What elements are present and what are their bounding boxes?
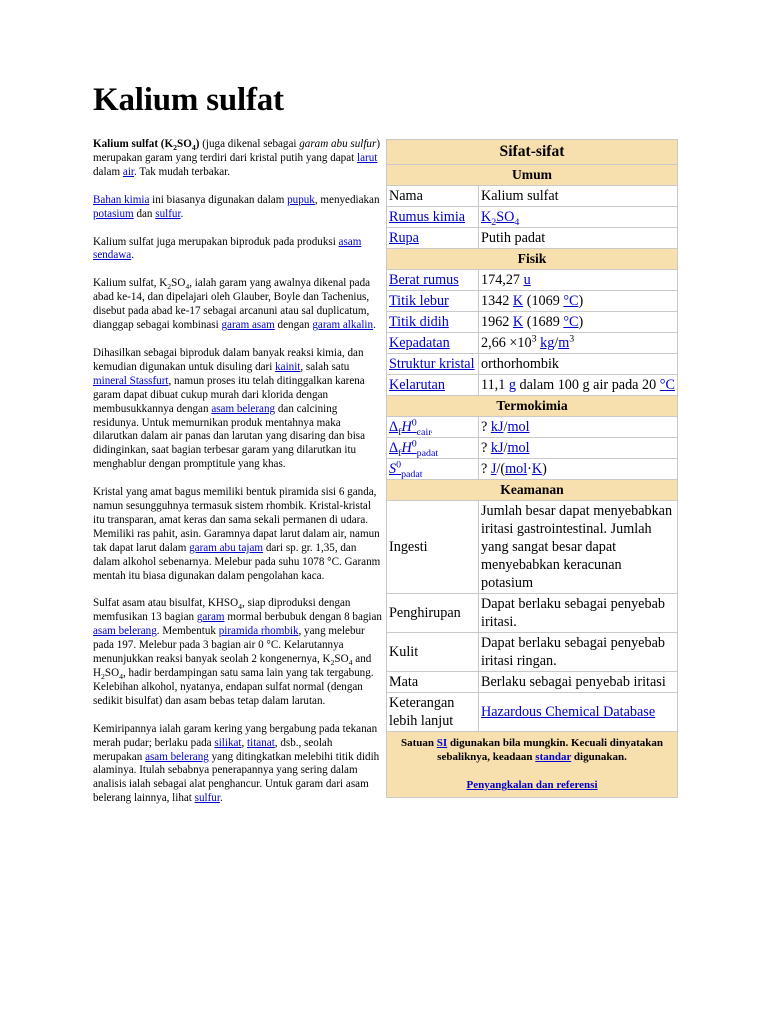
link-celsius-3[interactable]: °C [659, 377, 675, 393]
label-nama: Nama [387, 186, 479, 207]
link-titik-lebur[interactable]: Titik lebur [389, 293, 449, 309]
link-kelvin[interactable]: K [512, 293, 524, 309]
link-titanat[interactable]: titanat [247, 736, 275, 749]
link-enthalpy-padat[interactable]: $\Delta_fH^0_{padat}$ [389, 438, 439, 459]
link-asam-belerang-3[interactable]: asam belerang [145, 750, 209, 763]
label-kulit: Kulit [387, 633, 479, 672]
link-sulfur[interactable]: sulfur [155, 207, 181, 220]
row-enthalpy-cair: $\Delta_fH^0_{cair}$ ? kJ/mol [387, 417, 678, 438]
row-ingesti [387, 501, 678, 594]
row-enthalpy-padat: $\Delta_fH^0_{padat}$ ? kJ/mol [387, 438, 678, 459]
infobox-title: Sifat-sifat [387, 140, 678, 165]
link-garam-abu-tajam[interactable]: garam abu tajam [189, 541, 264, 554]
label-mata: Mata [387, 672, 479, 693]
row-kepadatan: Kepadatan $2,66 \times 10^3$ $kg/m^3$ [387, 333, 678, 354]
link-kainit[interactable]: kainit [275, 360, 301, 373]
row-struktur-kristal [387, 354, 678, 375]
paragraph-similarity: Kemiripannya ialah garam kering yang bergabung pada tekanan merah pudar; berlaku pada silikat, titanat, dsb., seolah merupakan asam belerang yang ditingkatkan melebihi titik didih alaminya. Itulah sebabnya penerapannya yang sering dalam analisis ialah sebagai alat penghancur. Untuk garam dari asam belerang lainnya, lihat sulfur. [93, 722, 380, 805]
link-kepadatan[interactable]: Kepadatan [389, 335, 450, 351]
link-m[interactable]: m [558, 335, 570, 351]
link-kelarutan[interactable]: Kelarutan [389, 377, 445, 393]
link-garam-asam[interactable]: garam asam [221, 319, 275, 332]
value-nama: Kalium sulfat [479, 186, 678, 207]
link-kj-2[interactable]: kJ [490, 440, 504, 456]
link-asam-belerang-2[interactable]: asam belerang [93, 625, 157, 638]
link-garam[interactable]: garam [196, 611, 225, 624]
section-header-keamanan: Keamanan [387, 480, 678, 501]
infobox [386, 139, 678, 798]
link-rumus-kimia[interactable]: Rumus kimia [389, 209, 466, 225]
link-si[interactable]: SI [436, 737, 448, 749]
link-sulfur-2[interactable]: sulfur [194, 792, 220, 805]
link-air[interactable]: air [122, 165, 134, 178]
link-kg[interactable]: kg [540, 335, 555, 351]
row-titik-didih: Titik didih 1962 K (1689 °C) [387, 312, 678, 333]
label-keterangan: Keterangan lebih lanjut [387, 693, 479, 732]
paragraph-usage: Bahan kimia ini biasanya digunakan dalam pupuk, menyediakan potasium dan sulfur. [93, 193, 380, 220]
link-mineral-stassfurt[interactable]: mineral Stassfurt [93, 374, 169, 387]
row-entropy-padat: $S^0_{padat}$ ? J/(mol·K) [387, 459, 678, 480]
row-keterangan [387, 693, 678, 732]
row-nama [387, 186, 678, 207]
label-penghirupan: Penghirupan [387, 594, 479, 633]
row-berat-rumus: Berat rumus 174,27 u [387, 270, 678, 291]
paragraph-intro: Kalium sulfat $(K_2SO_4)$ (juga dikenal sebagai garam abu sulfur) merupakan garam yang terdiri dari kristal putih yang dapat larut dalam air. Tak mudah terbakar. [93, 138, 381, 178]
row-penghirupan [387, 594, 678, 633]
paragraph-production: Dihasilkan sebagai biproduk dalam banyak reaksi kimia, dan kemudian digunakan untuk disuling dari kainit, salah satu mineral Stassfurt, namun proses itu telah ditinggalkan karena garam dapat dibuat cukup murah dari klorida dengan membusukkannya dengan asam belerang dan calcining residunya. Untuk memurnikan produk mentahnya maka dilarutkan dalam air panas dan larutan yang disaring dan bisa didinginkan, saat bagian terbesar garam yang dilarutkan itu menghablur dengan promptitule yang khas. [93, 346, 366, 471]
link-rupa[interactable]: Rupa [389, 230, 419, 246]
link-asam-belerang[interactable]: asam belerang [211, 402, 276, 415]
value-ingesti: Jumlah besar dapat menyebabkan iritasi gastrointestinal. Jumlah yang sangat besar dapat menyebabkan keracunan potasium [479, 501, 678, 594]
alt-name: garam abu sulfur [299, 138, 377, 150]
link-garam-alkalin[interactable]: garam alkalin [312, 319, 374, 332]
link-kj[interactable]: kJ [490, 419, 504, 435]
link-mol-2[interactable]: mol [507, 440, 530, 456]
paragraph-crystal: Kristal yang amat bagus memiliki bentuk piramida sisi 6 ganda, namun sesungguhnya termasuk sistem rhombik. Kristal-kristal itu transparan, amat keras dan sama sekali permanen di udara. Memiliki ras pahit, asin. Garamnya dapat larut dalam air, namun tak dapat larut dalam garam abu tajam dari sp. gr. 1,35, dan dalam alkohol sebenarnya. Melebur pada suhu 1078 °C. Garanm mentah itu biasa digunakan dalam pengolahan kaca. [93, 486, 381, 582]
link-berat-rumus[interactable]: Berat rumus [389, 272, 459, 288]
link-mol[interactable]: mol [507, 419, 530, 435]
article-body [93, 138, 383, 806]
section-header-fisik: Fisik [387, 249, 678, 270]
link-enthalpy-cair[interactable]: $\Delta_fH^0_{cair}$ [389, 417, 432, 438]
link-mol-3[interactable]: mol [505, 461, 528, 477]
page-title: Kalium sulfat [93, 82, 284, 118]
link-joule[interactable]: J [490, 461, 497, 477]
link-titik-didih[interactable]: Titik didih [389, 314, 449, 330]
row-titik-lebur: Titik lebur 1342 K (1069 °C) [387, 291, 678, 312]
link-unit-u[interactable]: u [523, 272, 531, 288]
link-potasium[interactable]: potasium [93, 207, 134, 220]
link-larut[interactable]: larut [357, 151, 378, 164]
link-bahan-kimia[interactable]: Bahan kimia [93, 193, 150, 206]
label-ingesti: Ingesti [387, 501, 479, 594]
link-entropy[interactable]: $S^0_{padat}$ [389, 459, 423, 480]
row-rupa [387, 228, 678, 249]
link-asam-sendawa[interactable]: asam sendawa [93, 235, 362, 262]
link-hazardous-db[interactable]: Hazardous Chemical Database [481, 704, 656, 720]
paragraph-byproduct: Kalium sulfat juga merupakan biproduk pada produksi asam sendawa. [93, 235, 362, 262]
value-rupa: Putih padat [479, 228, 678, 249]
row-mata [387, 672, 678, 693]
row-kulit [387, 633, 678, 672]
link-gram[interactable]: g [508, 377, 516, 393]
value-mata: Berlaku sebagai penyebab iritasi [479, 672, 678, 693]
link-formula[interactable]: $K_2SO_4$ [481, 209, 520, 228]
link-kelvin-2[interactable]: K [512, 314, 524, 330]
value-penghirupan: Dapat berlaku sebagai penyebab iritasi. [479, 594, 678, 633]
row-rumus-kimia [387, 207, 678, 228]
compound-name-bold: Kalium sulfat $(K_2SO_4)$ [93, 138, 200, 153]
link-pupuk[interactable]: pupuk [287, 193, 315, 206]
row-kelarutan: Kelarutan 11,1 g dalam 100 g air pada 20 °C [387, 375, 678, 396]
section-header-umum: Umum [387, 165, 678, 186]
infobox-footer: Satuan SI digunakan bila mungkin. Kecuali dinyatakan sebaliknya, keadaan standar digunakan. Penyangkalan dan referensi [387, 732, 678, 798]
link-disclaimer[interactable]: Penyangkalan dan referensi [466, 779, 598, 791]
link-piramida-rhombik[interactable]: piramida rhombik [218, 625, 299, 638]
link-standar[interactable]: standar [535, 751, 572, 763]
value-kulit: Dapat berlaku sebagai penyebab iritasi ringan. [479, 633, 678, 672]
paragraph-bisulfate: Sulfat asam atau bisulfat, $KHSO_4$, siap diproduksi dengan memfusikan 13 bagian garam mormal berbubuk dengan 8 bagian asam belerang. Membentuk piramida rhombik, yang melebur pada 197. Melebur pada 3 bagian air 0 °C. Kelarutannya menunjukkan reaksi banyak seolah 2 kongenernya, $K_2SO_4$ and $H_2SO_4$, hadir berdampingan satu sama lain yang tak tergabung. Kelebihan alkohol, nyatanya, endapan sulfat normal (dengan sedikit bisulfat) dan asam bebas tetap dalam larutan. [93, 597, 382, 707]
link-kelvin-3[interactable]: K [531, 461, 543, 477]
value-struktur: orthorhombik [479, 354, 678, 375]
paragraph-history: Kalium sulfat, $K_2SO_4$, ialah garam yang awalnya dikenal pada abad ke-14, dan dipelajari oleh Glauber, Boyle dan Tachenius, disebut pada abad ke-17 sebagai arcanuni atau sal duplicatum, dianggap sebagai kombinasi garam asam dengan garam alkalin. [93, 277, 376, 332]
link-celsius[interactable]: °C [563, 293, 579, 309]
link-silikat[interactable]: silikat [214, 736, 242, 749]
section-header-termokimia: Termokimia [387, 396, 678, 417]
link-celsius-2[interactable]: °C [563, 314, 579, 330]
link-struktur-kristal[interactable]: Struktur kristal [389, 356, 475, 372]
